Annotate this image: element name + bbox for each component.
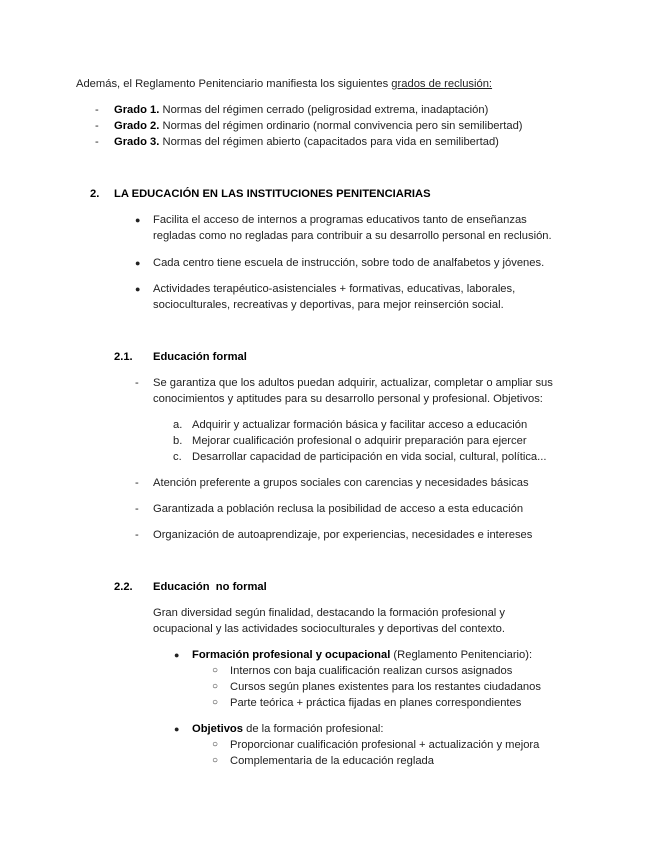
bullet-marker: ● (135, 215, 141, 225)
bullet-marker: ● (174, 724, 180, 734)
circle-marker: ○ (212, 697, 219, 708)
objective-text: Adquirir y actualizar formación básica y facilitar acceso a educación (192, 419, 528, 431)
obj-bold: Objetivos (192, 723, 243, 735)
grado-label: Grado 3. (114, 136, 160, 148)
section-2-1-number: 2.1. (114, 351, 133, 363)
list-item-line: Se garantiza que los adultos puedan adquirir, actualizar, completar o ampliar sus (153, 377, 553, 389)
dash-marker: - (95, 136, 99, 148)
grado-label: Grado 1. (114, 104, 160, 116)
fp-rest: (Reglamento Penitenciario): (390, 649, 533, 661)
list-item-line: Organización de autoaprendizaje, por experiencias, necesidades e intereses (153, 529, 533, 541)
section-2-number: 2. (90, 188, 100, 200)
objective-letter: a. (173, 419, 183, 431)
dash-marker: - (95, 104, 99, 116)
grado-item (114, 103, 488, 117)
bullet-line: Facilita el acceso de internos a programas educativos tanto de enseñanzas (153, 214, 527, 226)
intro-text: Además, el Reglamento Penitenciario manifiesta los siguientes (76, 78, 392, 90)
circle-marker: ○ (212, 739, 219, 750)
list-item-line: conocimientos y aptitudes para su desarrollo personal y profesional. Objetivos: (153, 393, 543, 405)
list-item-line: Atención preferente a grupos sociales con carencias y necesidades básicas (153, 477, 529, 489)
fp-sub-item: Cursos según planes existentes para los restantes ciudadanos (230, 681, 541, 693)
dash-marker: - (135, 477, 139, 489)
circle-marker: ○ (212, 665, 219, 676)
bullet-marker: ● (135, 284, 141, 294)
obj-heading (192, 722, 384, 736)
intro-paragraph (76, 77, 492, 91)
intro-underlined: grados de reclusión: (391, 78, 493, 90)
fp-heading (192, 648, 532, 662)
circle-marker: ○ (212, 755, 219, 766)
grado-item (114, 135, 499, 149)
bullet-line: socioculturales, recreativas y deportivas, para mejor reinserción social. (153, 299, 504, 311)
grado-text: Normas del régimen abierto (capacitados para vida en semilibertad) (159, 136, 499, 148)
circle-marker: ○ (212, 681, 219, 692)
objective-letter: b. (173, 435, 183, 447)
grado-text: Normas del régimen ordinario (normal convivencia pero sin semilibertad) (159, 120, 523, 132)
obj-rest: de la formación profesional: (242, 723, 384, 735)
objective-letter: c. (173, 451, 182, 463)
objective-text: Desarrollar capacidad de participación en vida social, cultural, política... (192, 451, 547, 463)
bullet-line: regladas como no regladas para contribuir a su desarrollo personal en reclusión. (153, 230, 552, 242)
bullet-line: Actividades terapéutico-asistenciales + formativas, educativas, laborales, (153, 283, 516, 295)
dash-marker: - (95, 120, 99, 132)
section-2-2-title: Educación no formal (153, 581, 267, 593)
fp-sub-item: Internos con baja cualificación realizan cursos asignados (230, 665, 513, 677)
section-2-2-number: 2.2. (114, 581, 133, 593)
obj-sub-item: Proporcionar cualificación profesional + actualización y mejora (230, 739, 540, 751)
section-2-2-paragraph-line: Gran diversidad según finalidad, destacando la formación profesional y (153, 607, 505, 619)
obj-sub-item: Complementaria de la educación reglada (230, 755, 434, 767)
section-2-title: LA EDUCACIÓN EN LAS INSTITUCIONES PENITENCIARIAS (114, 188, 431, 200)
grado-label: Grado 2. (114, 120, 160, 132)
section-2-1-title: Educación formal (153, 351, 247, 363)
grado-text: Normas del régimen cerrado (peligrosidad extrema, inadaptación) (159, 104, 489, 116)
grado-item (114, 119, 523, 133)
bullet-marker: ● (135, 258, 141, 268)
bullet-marker: ● (174, 650, 180, 660)
dash-marker: - (135, 377, 139, 389)
dash-marker: - (135, 529, 139, 541)
objective-text: Mejorar cualificación profesional o adquirir preparación para ejercer (192, 435, 527, 447)
list-item-line: Garantizada a población reclusa la posibilidad de acceso a esta educación (153, 503, 524, 515)
bullet-line: Cada centro tiene escuela de instrucción, sobre todo de analfabetos y jóvenes. (153, 257, 545, 269)
fp-sub-item: Parte teórica + práctica fijadas en planes correspondientes (230, 697, 522, 709)
section-2-2-paragraph-line: ocupacional y las actividades socioculturales y deportivas del contexto. (153, 623, 505, 635)
dash-marker: - (135, 503, 139, 515)
fp-bold: Formación profesional y ocupacional (192, 649, 391, 661)
